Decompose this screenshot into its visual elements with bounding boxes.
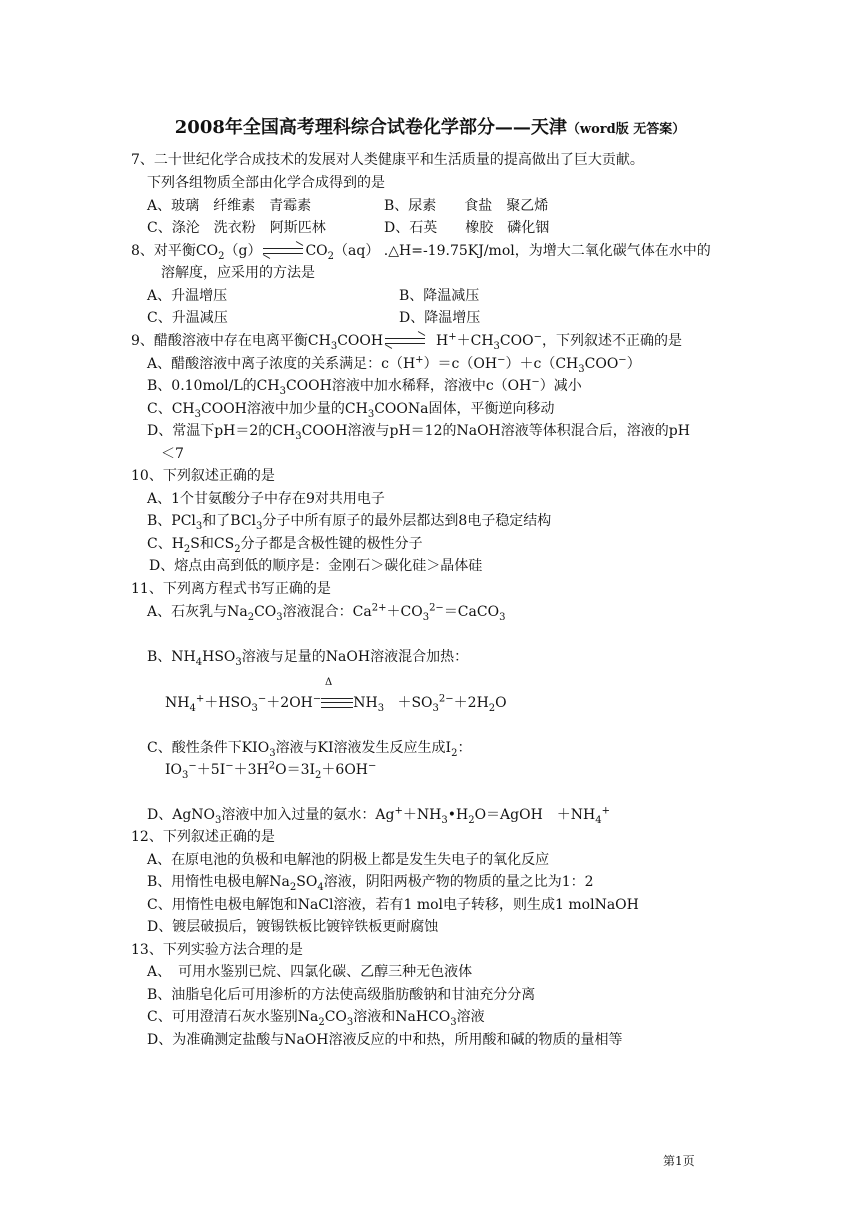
equilibrium-arrow-icon <box>383 336 427 346</box>
subscript: 3 <box>235 656 242 668</box>
subscript: 2 <box>289 881 297 893</box>
subscript: 3 <box>377 702 385 714</box>
q11-text: B、NH <box>147 649 196 665</box>
subscript: 3 <box>269 747 276 759</box>
superscript: − <box>188 760 197 772</box>
subscript: 4 <box>189 702 196 714</box>
subscript: 3 <box>295 430 302 442</box>
q13-text: CO <box>324 1009 347 1025</box>
q11-stem: 11、下列离方程式书写正确的是 <box>131 581 331 597</box>
q9-text: ，下列叙述不正确的是 <box>541 333 682 349</box>
q9-text: ） <box>626 356 641 372</box>
superscript: − <box>531 376 540 388</box>
subscript: 4 <box>595 814 602 826</box>
q12-option-a: A、在原电池的负极和电解池的阴极上都是发生失电子的氧化反应 <box>147 852 550 868</box>
equals-sign-icon <box>321 698 353 708</box>
q9-text: ）减小 <box>539 378 582 394</box>
q11-text: O <box>495 695 507 711</box>
q11-text: ＋2H <box>453 695 489 711</box>
subscript: 3 <box>276 611 283 623</box>
q12-option-c: C、用惰性电极电解饱和NaCl溶液，若有1 mol电子转移，则生成1 molNaOH <box>147 897 639 913</box>
subscript: 3 <box>215 814 222 826</box>
q9-option-c <box>147 400 554 418</box>
subscript: 3 <box>182 769 189 781</box>
superscript: + <box>394 805 403 817</box>
superscript: − <box>257 693 267 705</box>
title-main: 2008年全国高考理科综合试卷化学部分——天津 <box>174 117 567 138</box>
subscript: 3 <box>441 814 448 826</box>
q13-option-d: D、为准确测定盐酸与NaOH溶液反应的中和热，所用酸和碱的物质的量相等 <box>147 1032 623 1048</box>
q11-text: NH <box>165 695 190 711</box>
subscript: 2 <box>183 543 191 555</box>
q8-option-d: D、降温增压 <box>399 310 481 326</box>
q8-option-c: C、升温减压 <box>147 310 228 326</box>
subscript: 2 <box>315 769 322 781</box>
subscript: 2 <box>468 814 475 826</box>
q9-text: COONa固体，平衡逆向移动 <box>374 401 555 417</box>
q11-text: ： <box>457 740 472 756</box>
q12-text: 溶液，阴阳两极产物的物质的量之比为1：2 <box>323 874 594 890</box>
q7-stem2: 下列各组物质全部由化学合成得到的是 <box>147 175 385 191</box>
q9-text: COOH溶液中加少量的CH <box>201 401 368 417</box>
q10-stem: 10、下列叙述正确的是 <box>131 468 275 484</box>
q9-stem <box>131 332 682 350</box>
subscript: 3 <box>422 611 430 623</box>
q8-stem2: 溶解度，应采用的方法是 <box>161 265 315 281</box>
subscript: 3 <box>367 408 375 420</box>
q13-stem: 13、下列实验方法合理的是 <box>131 942 303 958</box>
q11-text: 溶液与KI溶液发生反应生成I <box>275 740 452 756</box>
q8-text: （g） <box>224 243 262 259</box>
page-title <box>0 116 860 142</box>
subscript: 3 <box>195 520 203 532</box>
q11-text: C、酸性条件下KIO <box>147 740 270 756</box>
q10-text: S和CS <box>190 536 235 552</box>
q10-text: C、H <box>147 536 184 552</box>
q8-text: （aq） <box>334 243 380 259</box>
q11-text: HSO <box>202 649 236 665</box>
subscript: 3 <box>251 702 258 714</box>
q11-text: 溶液混合：Ca <box>282 604 372 620</box>
q10-text: 和了BCl <box>202 513 257 529</box>
subscript: 2 <box>327 250 335 262</box>
q9-text: B、0.10mol/L的CH <box>147 378 280 394</box>
q11-text: ＋SO <box>397 695 433 711</box>
subscript: 3 <box>194 408 202 420</box>
q7-option-b: B、尿素 食盐 聚乙烯 <box>384 198 549 214</box>
q11-option-c-equation <box>165 761 376 779</box>
subscript: 3 <box>279 385 286 397</box>
subscript: 4 <box>317 881 324 893</box>
superscript: 2− <box>429 602 444 614</box>
title-note: （word版 无答案） <box>566 122 686 137</box>
q10-option-b <box>147 512 551 530</box>
superscript: + <box>448 331 457 343</box>
subscript: 3 <box>256 520 263 532</box>
q9-option-d <box>147 422 690 440</box>
q11-text: A、石灰乳与Na <box>147 604 248 620</box>
q11-text: CO <box>254 604 277 620</box>
superscript: + <box>195 693 205 705</box>
subscript: 3 <box>578 363 585 375</box>
q9-option-a <box>147 355 641 373</box>
q8-text: 8、对平衡CO <box>131 243 219 259</box>
q11-text: ＋2OH <box>266 695 313 711</box>
q11-text: ＋6OH <box>321 762 368 778</box>
subscript: 2 <box>488 702 496 714</box>
q8-text: .△H=-19.75KJ/mol，为增大二氧化碳气体在水中的 <box>383 243 711 259</box>
q12-text: SO <box>296 874 318 890</box>
q9-text: ）＋c（CH <box>505 356 579 372</box>
q9-text: ＋CH <box>456 333 494 349</box>
q11-text: ＋5I <box>196 762 226 778</box>
q9-text: D、常温下pH＝2的CH <box>147 423 296 439</box>
q9-text: COOH溶液与pH＝12的NaOH溶液等体积混合后，溶液的pH <box>301 423 690 439</box>
q11-text: O＝AgOH ＋NH <box>474 807 596 823</box>
q11-text: ＋NH <box>402 807 442 823</box>
q11-option-d <box>147 806 610 824</box>
superscript: − <box>497 354 506 366</box>
q13-option-a: A、 可用水鉴别已烷、四氯化碳、乙醇三种无色液体 <box>147 964 473 980</box>
superscript: 2− <box>438 693 454 705</box>
subscript: 2 <box>218 250 225 262</box>
q10-option-d: D、熔点由高到低的顺序是：金刚石＞碳化硅＞晶体硅 <box>149 558 483 574</box>
subscript: 3 <box>346 1016 354 1028</box>
q8-text: CO <box>305 243 328 259</box>
subscript: 3 <box>499 611 506 623</box>
q13-option-c <box>147 1008 485 1026</box>
q11-option-c <box>147 739 471 757</box>
q13-option-b: B、油脂皂化后可用渗析的方法使高级脂肪酸钠和甘油充分分离 <box>147 987 536 1003</box>
superscript: − <box>368 760 377 772</box>
q8-option-b: B、降温减压 <box>399 288 480 304</box>
q8-option-a: A、升温增压 <box>147 288 228 304</box>
q12-option-d: D、镀层破损后，镀锡铁板比镀锌铁板更耐腐蚀 <box>147 919 439 935</box>
superscript: − <box>533 331 542 343</box>
q11-text: NH <box>353 695 378 711</box>
subscript: 2 <box>318 1016 325 1028</box>
subscript: 2 <box>247 611 255 623</box>
q9-option-b <box>147 377 582 395</box>
q11-text: IO <box>165 762 183 778</box>
q11-text: D、AgNO <box>147 807 216 823</box>
superscript: + <box>601 805 611 817</box>
superscript: − <box>312 693 322 705</box>
q10-option-c <box>147 535 423 553</box>
q9-text: COO <box>584 356 619 372</box>
q7-stem: 7、二十世纪化学合成技术的发展对人类健康平和生活质量的提高做出了巨大贡献。 <box>131 152 644 168</box>
q7-option-d: D、石英 橡胶 磷化铟 <box>384 220 550 236</box>
q11-text: 溶液与足量的NaOH溶液混合加热： <box>241 649 469 665</box>
q9-text: A、醋酸溶液中离子浓度的关系满足：c（H <box>147 356 416 372</box>
subscript: 3 <box>432 702 439 714</box>
q7-option-a: A、玻璃 纤维素 青霉素 <box>147 198 312 214</box>
q9-option-d-cont: ＜7 <box>161 446 184 462</box>
subscript: 3 <box>450 1016 457 1028</box>
superscript: 2+ <box>371 602 387 614</box>
equilibrium-arrow-icon <box>261 246 305 256</box>
q11-text: ＝CaCO <box>443 604 500 620</box>
q11-option-b <box>147 648 468 666</box>
q9-text: COO <box>499 333 534 349</box>
subscript: 4 <box>195 656 203 668</box>
q7-option-c: C、涤沦 洗衣粉 阿斯匹林 <box>147 220 326 236</box>
q11-text: O＝3I <box>275 762 316 778</box>
q9-text: COOH溶液中加水稀释，溶液中c（OH <box>285 378 532 394</box>
q12-option-b <box>147 873 594 891</box>
q13-text: C、可用澄清石灰水鉴别Na <box>147 1009 319 1025</box>
superscript: − <box>225 760 234 772</box>
q8-stem <box>131 242 711 260</box>
superscript: 2 <box>268 760 276 772</box>
q13-text: 溶液和NaHCO <box>353 1009 451 1025</box>
q9-text: ）＝c（OH <box>423 356 498 372</box>
superscript: + <box>415 354 424 366</box>
q10-text: 分子中所有原子的最外层都达到8电子稳定结构 <box>262 513 552 529</box>
q12-stem: 12、下列叙述正确的是 <box>131 829 275 845</box>
subscript: 2 <box>234 543 241 555</box>
heat-symbol: Δ <box>325 677 333 688</box>
q9-text: C、CH <box>147 401 195 417</box>
q11-text: ＋CO <box>386 604 423 620</box>
q9-text: COOH <box>337 333 384 349</box>
q12-text: B、用惰性电极电解Na <box>147 874 290 890</box>
q9-text: H <box>436 333 449 349</box>
q10-text: 分子都是含极性键的极性分子 <box>240 536 423 552</box>
q11-text: ＋HSO <box>204 695 252 711</box>
q11-option-a <box>147 603 505 621</box>
q10-text: B、PCl <box>147 513 196 529</box>
superscript: − <box>618 354 627 366</box>
q11-text: ＋3H <box>233 762 269 778</box>
subscript: 2 <box>451 747 458 759</box>
subscript: 3 <box>493 340 500 352</box>
q11-option-b-equation <box>165 694 507 712</box>
subscript: 3 <box>330 340 338 352</box>
q11-text: •H <box>447 807 469 823</box>
q13-text: 溶液 <box>456 1009 485 1025</box>
q9-text: 9、醋酸溶液中存在电离平衡CH <box>131 333 331 349</box>
q11-text: 溶液中加入过量的氨水：Ag <box>221 807 395 823</box>
page-number: 第1页 <box>663 1154 695 1168</box>
q10-option-a: A、1个甘氨酸分子中存在9对共用电子 <box>147 491 385 507</box>
